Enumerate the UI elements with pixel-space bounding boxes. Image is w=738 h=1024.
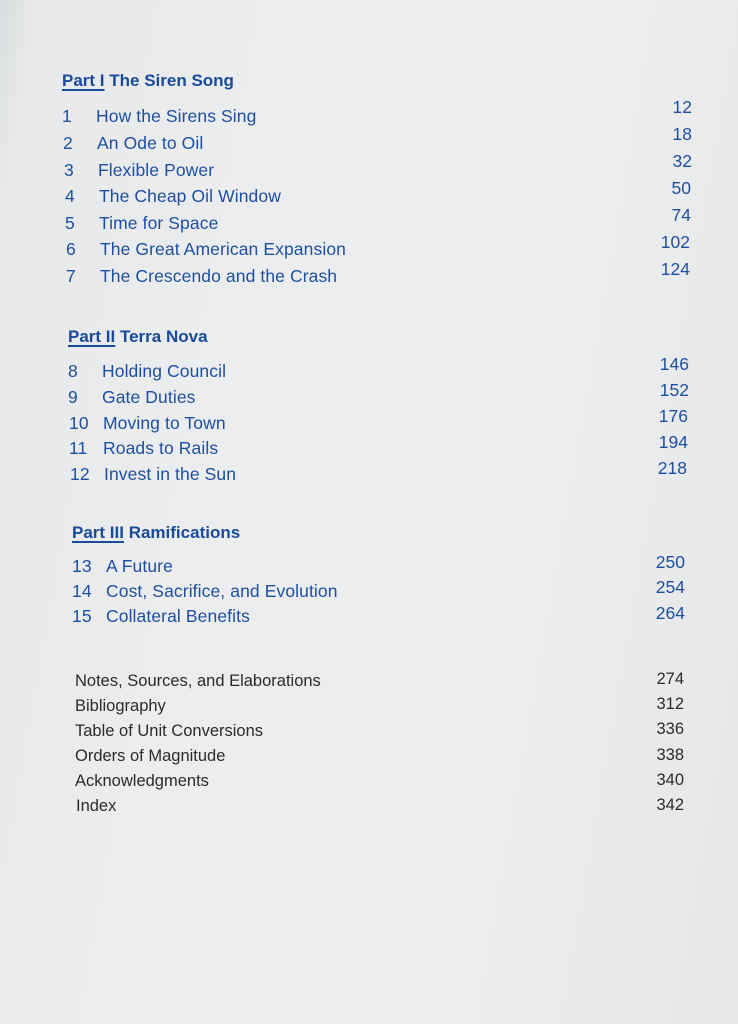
- chapter-entry: [70, 464, 236, 485]
- chapter-page-number: 102: [660, 232, 690, 252]
- chapter-number: 2: [63, 133, 73, 153]
- chapter-title: Cost, Sacrifice, and Evolution: [106, 581, 338, 601]
- chapter-number: 14: [72, 581, 92, 601]
- chapter-title: Collateral Benefits: [106, 606, 250, 626]
- chapter-number: 8: [68, 361, 78, 381]
- back-matter-page-number: 338: [656, 746, 684, 764]
- chapter-entry: [69, 413, 226, 434]
- chapter-page-number: 250: [655, 552, 685, 572]
- chapter-number: 7: [66, 266, 76, 286]
- back-matter-entry: Table of Unit Conversions: [75, 722, 264, 740]
- chapter-number: 6: [66, 239, 76, 259]
- chapter-entry: [72, 581, 338, 602]
- back-matter-entry: Bibliography: [75, 697, 166, 715]
- chapter-title: Time for Space: [99, 213, 219, 233]
- chapter-number: 9: [68, 387, 78, 407]
- part-label: Part II: [68, 327, 116, 346]
- chapter-number: 1: [62, 106, 72, 126]
- chapter-title: The Great American Expansion: [100, 239, 346, 259]
- chapter-number: 4: [65, 186, 75, 206]
- chapter-title: The Cheap Oil Window: [99, 186, 281, 206]
- part-heading: [68, 327, 208, 347]
- chapter-entry: [65, 213, 218, 234]
- back-matter-entry: Index: [76, 797, 117, 815]
- back-matter-page-number: 274: [656, 670, 684, 688]
- chapter-title: Moving to Town: [103, 413, 226, 433]
- chapter-number: 12: [70, 464, 90, 484]
- chapter-page-number: 50: [671, 178, 691, 198]
- chapter-number: 15: [72, 606, 92, 626]
- chapter-title: Roads to Rails: [103, 438, 219, 458]
- part-heading: [72, 523, 240, 543]
- chapter-title: A Future: [106, 556, 173, 576]
- back-matter-entry: Acknowledgments: [75, 772, 209, 790]
- chapter-entry: [68, 361, 226, 382]
- chapter-page-number: 32: [672, 151, 692, 171]
- chapter-page-number: 194: [658, 432, 688, 452]
- back-matter-entry: Orders of Magnitude: [75, 747, 226, 765]
- chapter-page-number: 218: [657, 458, 687, 478]
- chapter-page-number: 124: [660, 259, 690, 279]
- chapter-page-number: 18: [672, 124, 692, 144]
- chapter-title: Flexible Power: [98, 160, 215, 180]
- part-title: Ramifications: [128, 523, 241, 542]
- chapter-entry: [69, 438, 218, 459]
- back-matter-entry: Notes, Sources, and Elaborations: [75, 672, 321, 690]
- chapter-entry: [68, 387, 196, 408]
- chapter-entry: [66, 266, 337, 287]
- chapter-number: 13: [72, 556, 92, 576]
- back-matter-page-number: 340: [656, 771, 684, 789]
- chapter-page-number: 264: [655, 603, 685, 623]
- chapter-page-number: 254: [655, 577, 685, 597]
- chapter-entry: [72, 556, 173, 577]
- part-title: Terra Nova: [119, 327, 208, 346]
- back-matter-page-number: 312: [656, 695, 684, 713]
- chapter-title: Holding Council: [102, 361, 227, 381]
- chapter-entry: [72, 606, 250, 627]
- chapter-title: An Ode to Oil: [97, 133, 204, 153]
- chapter-number: 11: [69, 438, 88, 458]
- chapter-number: 3: [64, 160, 74, 180]
- part-label: Part I: [62, 71, 105, 90]
- chapter-entry: [66, 239, 346, 260]
- chapter-page-number: 146: [659, 354, 689, 374]
- chapter-entry: [64, 160, 214, 181]
- chapter-page-number: 176: [658, 406, 688, 426]
- chapter-entry: [63, 133, 203, 154]
- chapter-title: Invest in the Sun: [104, 464, 237, 484]
- chapter-page-number: 74: [671, 205, 691, 225]
- part-heading: [62, 71, 234, 91]
- part-title: The Siren Song: [109, 71, 234, 90]
- chapter-page-number: 12: [672, 97, 692, 117]
- chapter-title: How the Sirens Sing: [96, 106, 257, 126]
- back-matter-page-number: 342: [656, 796, 684, 814]
- chapter-title: The Crescendo and the Crash: [100, 266, 338, 286]
- chapter-number: 10: [69, 413, 89, 433]
- chapter-number: 5: [65, 213, 75, 233]
- chapter-entry: [62, 106, 256, 127]
- chapter-title: Gate Duties: [102, 387, 196, 407]
- chapter-page-number: 152: [659, 380, 689, 400]
- part-label: Part III: [72, 523, 124, 542]
- back-matter-page-number: 336: [656, 720, 684, 738]
- chapter-entry: [65, 186, 281, 207]
